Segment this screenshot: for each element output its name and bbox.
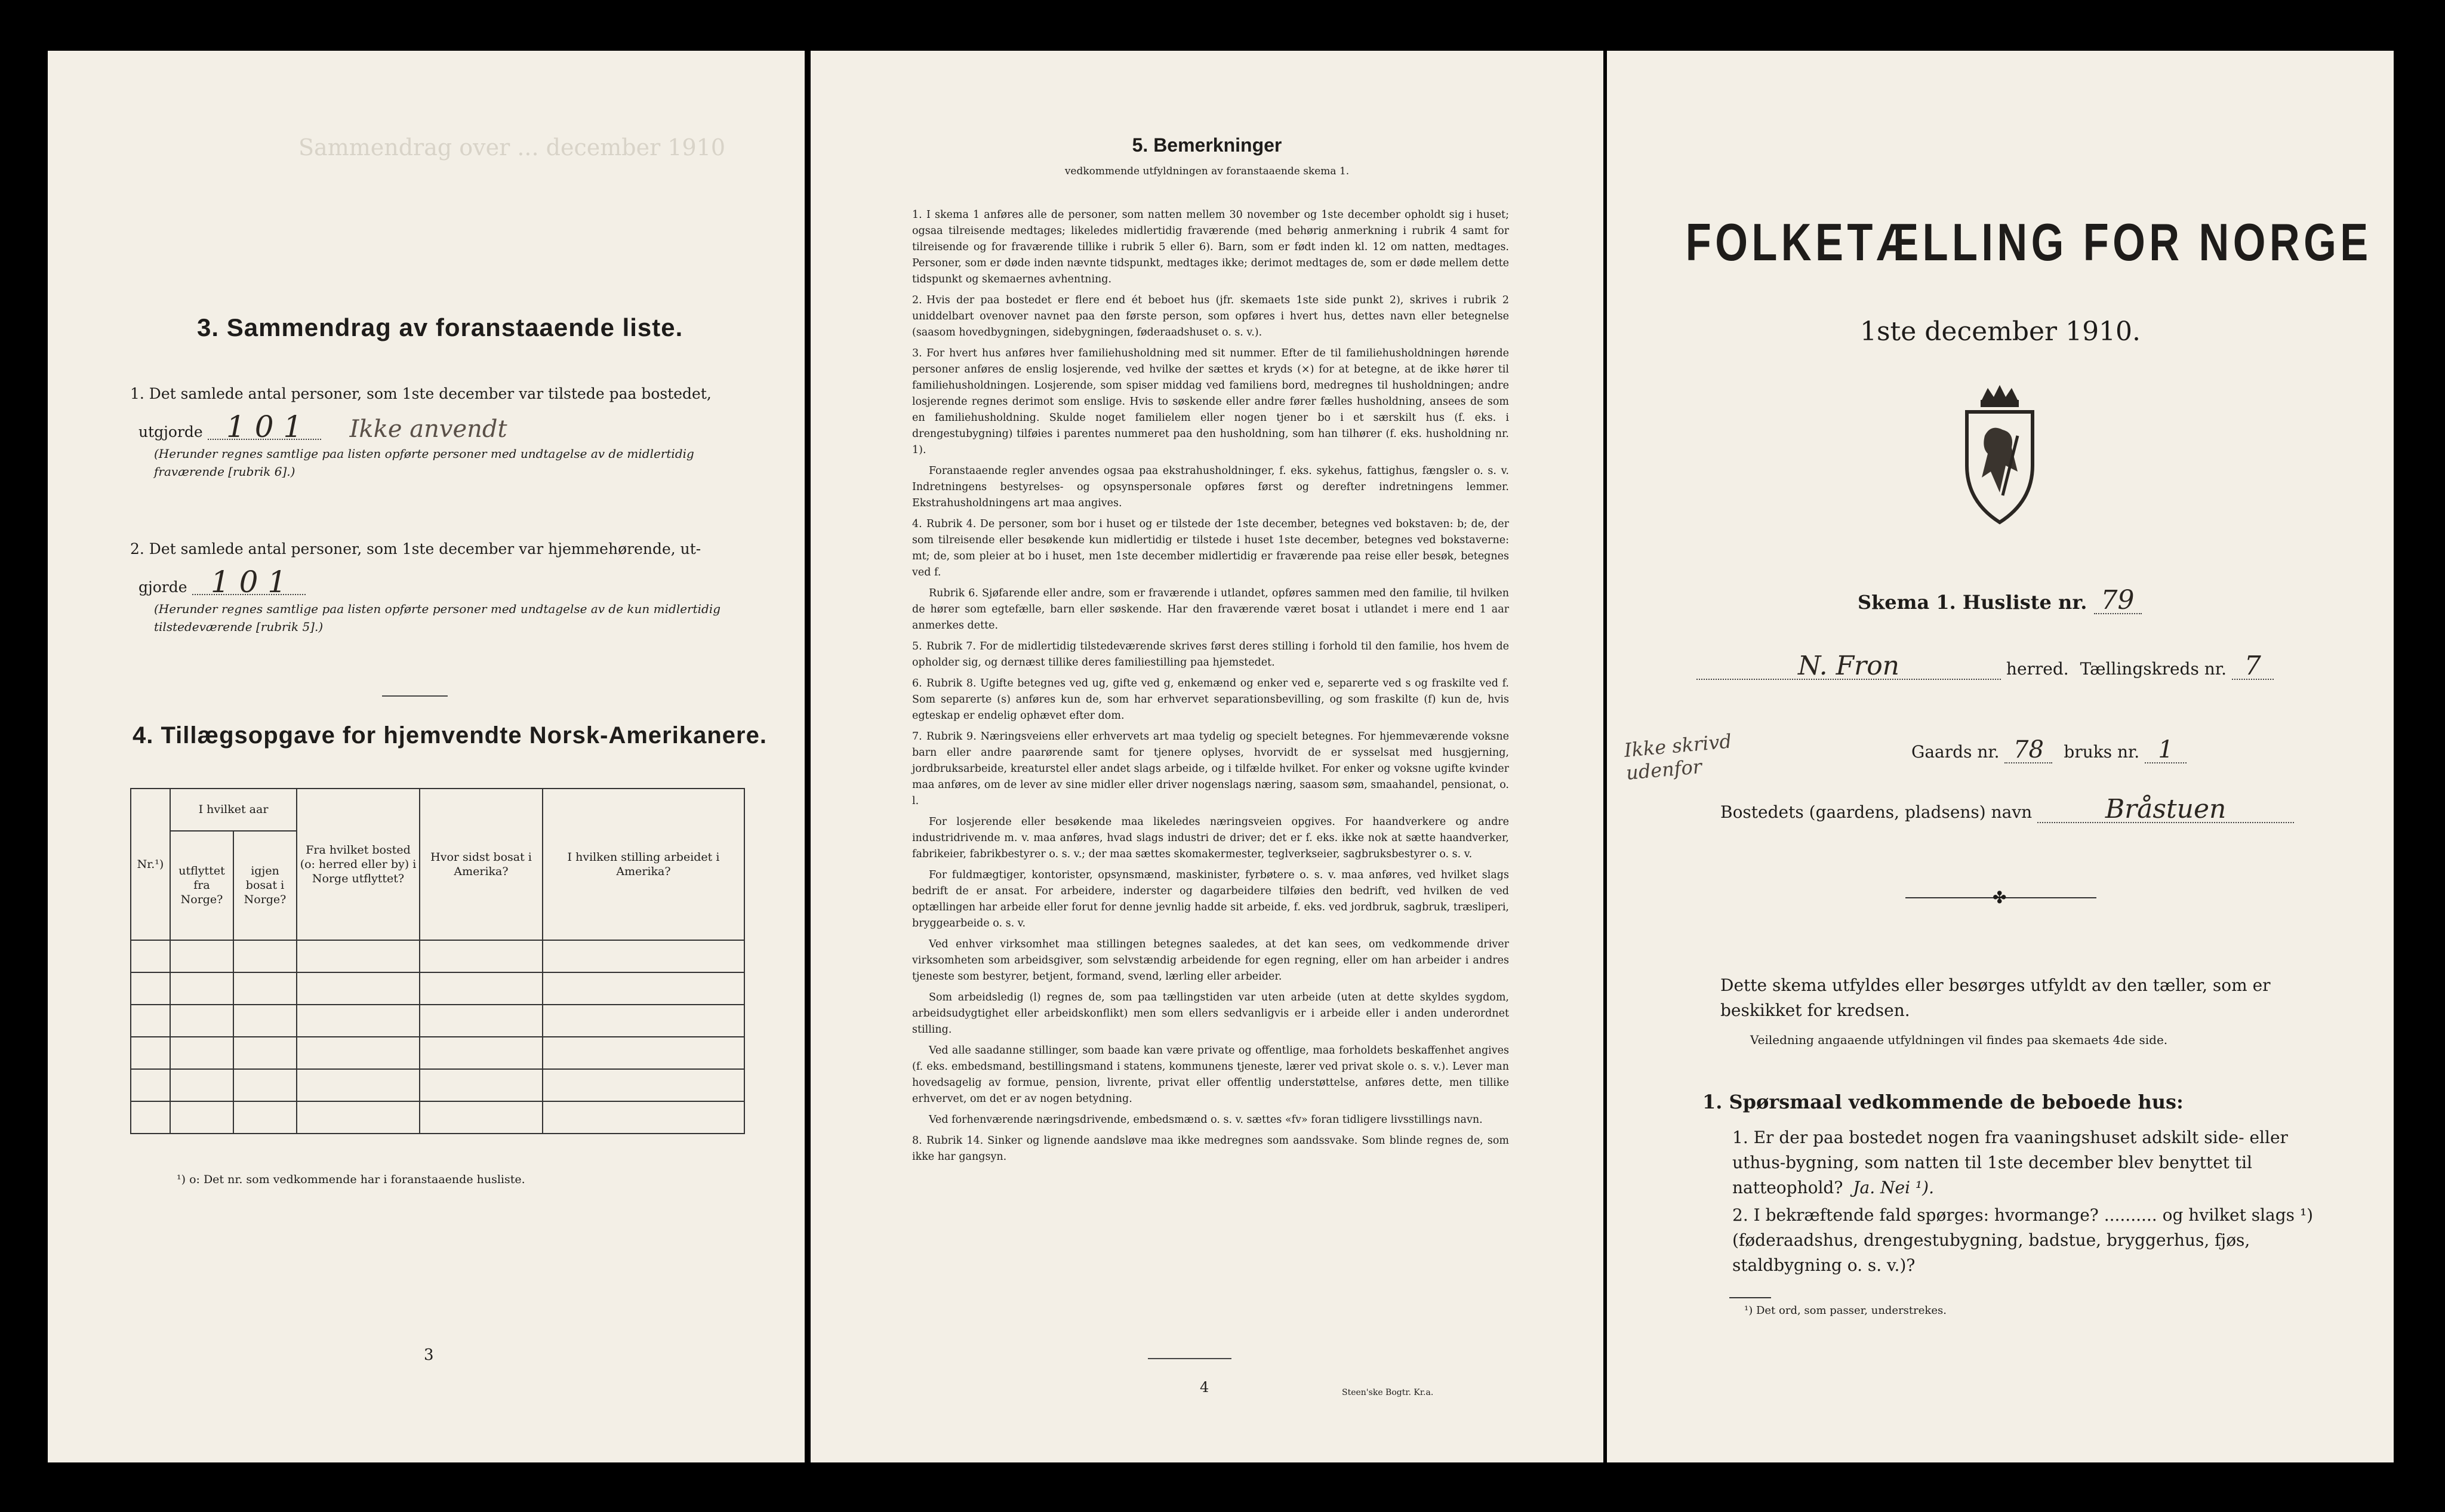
bruks-value: 1	[2145, 737, 2187, 763]
remarks-title: 5. Bemerkninger	[1132, 134, 1282, 156]
page-footnote: ¹) Det ord, som passer, understrekes.	[1744, 1304, 1947, 1317]
remark-text: Rubrik 8. Ugifte betegnes ved ug, gifte ved g, enkemænd og enker ved e, separerte ved s og fraskilte ved f. Som separerte (s) anføres kun de, som har erhvervet separationsbevilling, og som fraskilte (f) kun de, hvis egteskap er endelig ophævet efter dom.	[912, 678, 1509, 722]
question-heading: 1. Spørsmaal vedkommende de beboede hus:	[1702, 1091, 2184, 1113]
herred-line	[1696, 651, 2329, 682]
remark-text: Rubrik 9. Næringsveiens eller erhvervets art maa tydelig og specielt betegnes. For hjemmeværende voksne barn eller andre paarørende samt for tjenere oplyses, hvorvidt de er sysselsat med husgjerning, jordbruksarbeide, kreaturstel eller andet slags arbeide, og i tilfælde hvilket. For enker og voksne ugifte kvinder maa anføres, om de lever av sine midler eller driver nogenslags næring, saasom søm, smaahandel, pensionat, o. l.	[912, 731, 1509, 807]
remark-item	[912, 1043, 1509, 1107]
bosted-label: Bostedets (gaardens, pladsens) navn	[1720, 802, 2033, 822]
remark-item	[912, 586, 1509, 634]
th-bosat: igjen bosat i Norge?	[233, 831, 297, 940]
remark-item	[912, 1112, 1509, 1128]
table-row	[131, 1037, 744, 1069]
table-row	[131, 1101, 744, 1134]
remark-item	[912, 937, 1509, 985]
husliste-nr: 79	[2094, 588, 2142, 614]
question-1-text: 1. Er der paa bostedet nogen fra vaaningshuset adskilt side- eller uthus-bygning, som natten til 1ste december blev benyttet til natteophold?	[1732, 1128, 2288, 1197]
table-row	[131, 940, 744, 972]
bruks-label: bruks nr.	[2064, 742, 2140, 762]
remark-number: 1.	[912, 209, 922, 221]
remark-number: 7.	[912, 731, 922, 743]
item2-line	[138, 565, 306, 599]
kreds-value: 7	[2232, 654, 2274, 680]
remarks-subtitle: vedkommende utfyldningen av foranstaaende skema 1.	[1064, 165, 1350, 177]
remark-text: Rubrik 4. De personer, som bor i huset og er tilstede der 1ste december, betegnes ved bokstaven: b; de, der som tilreisende eller besøkende kun midlertidig er tilstede i huset 1ste december, betegnes ved bokstaverne: mt; de, som pleier at bo i huset, men 1ste december midlertidig er fraværende paa reise eller besøk, betegnes ved f.	[912, 518, 1509, 578]
question-1-answer: Ja. Nei ¹).	[1853, 1178, 1934, 1197]
table-row	[131, 1005, 744, 1037]
side-note: Ikke skrivd udenfor	[1623, 729, 1733, 784]
item1-note: (Herunder regnes samtlige paa listen opførte personer med undtagelse av de midlertidig fraværende [rubrik 6].)	[154, 446, 694, 479]
item1-line	[138, 409, 765, 444]
section4-title: 4. Tillægsopgave for hjemvendte Norsk-Amerikanere.	[133, 722, 767, 749]
ornament-mark: ✤	[1993, 888, 2007, 907]
herred-value: N. Fron	[1696, 654, 2001, 680]
remark-item	[912, 346, 1509, 458]
remark-text: Rubrik 14. Sinker og lignende aandsløve maa ikke medregnes som aandssvake. Som blinde regnes de, som ikke har gangsyn.	[912, 1135, 1509, 1163]
norway-coat-of-arms-icon	[1958, 382, 2041, 525]
remark-text: Foranstaaende regler anvendes ogsaa paa ekstrahusholdninger, f. eks. sykehus, fattighus, fængsler o. s. v. Indretningens bestyrelses- og opsynspersonale opføres først og derefter indretningens lemmer. Ekstrahusholdningens art maa angives.	[912, 465, 1509, 509]
gaards-label: Gaards nr.	[1911, 742, 2000, 762]
remark-item	[912, 990, 1509, 1038]
remark-item	[912, 292, 1509, 341]
gaards-value: 78	[2004, 737, 2052, 763]
bosted-value: Bråstuen	[2037, 797, 2294, 823]
table-row	[131, 1069, 744, 1101]
remark-text: Hvis der paa bostedet er flere end ét beboet hus (jfr. skemaets 1ste side punkt 2), skrives i rubrik 2 uniddelbart ovenover navnet paa den første person, som opføres i hvert hus, dettes navn eller betegnelse (saasom hovedbygningen, sidebygningen, føderaadshuset o. s. v.).	[912, 294, 1509, 338]
th-utflyttet: utflyttet fra Norge?	[170, 831, 233, 940]
remark-text: Ved alle saadanne stillinger, som baade kan være private og offentlige, maa forholdets beskaffenhet angives (f. eks. embedsmand, bestillingsmand i statens, kommunens tjeneste, lærer ved privat skole o. s. v.). Lever man hovedsagelig av formue, pension, livrente, privat eller offentlig understøttelse, anføres dette, men tillike erhvervet, om det er av nogen betydning.	[912, 1045, 1509, 1105]
remark-number: 8.	[912, 1135, 922, 1147]
question-2: 2. I bekræftende fald spørges: hvormange? .......... og hvilket slags ¹) (føderaadshus, drengestubygning, badstue, bryggerhus, fjøs, staldbygning o. s. v.)?	[1732, 1205, 2314, 1275]
remark-text: Som arbeidsledig (l) regnes de, som paa tællingstiden var uten arbeide (uten at dette skyldes sygdom, arbeidsudygtighet eller arbeidskonflikt) men som ellers sedvanligvis er i arbeide eller i anden underordnet stilling.	[912, 991, 1509, 1036]
remark-number: 6.	[912, 678, 922, 689]
census-date: 1ste december 1910.	[1859, 316, 2141, 347]
instructions: Dette skema utfyldes eller besørges utfyldt av den tæller, som er beskikket for kredsen.	[1720, 975, 2271, 1020]
norsk-amerikaner-table	[130, 788, 745, 1134]
bosted-line	[1720, 794, 2329, 825]
gaards-line	[1911, 737, 2187, 765]
guidance: Veiledning angaaende utfyldningen vil findes paa skemaets 4de side.	[1750, 1033, 2168, 1047]
faded-heading: Sammendrag over ... december 1910	[298, 134, 726, 161]
item2-label: gjorde	[138, 578, 187, 596]
skema-label: Skema 1. Husliste nr.	[1858, 591, 2087, 614]
remark-number: 3.	[912, 347, 922, 359]
th-nr: Nr.¹)	[131, 789, 170, 940]
page-right	[1607, 51, 2394, 1462]
remark-number: 5.	[912, 640, 922, 652]
item1-text: 1. Det samlede antal personer, som 1ste december var tilstede paa bostedet,	[130, 385, 712, 402]
page-middle	[811, 51, 1603, 1462]
th-amerika: Hvor sidst bosat i Amerika?	[420, 789, 543, 940]
table-footnote: ¹) o: Det nr. som vedkommende har i foranstaaende husliste.	[177, 1173, 525, 1186]
remarks-list	[912, 207, 1509, 1170]
kreds-label: Tællingskreds nr.	[2080, 659, 2227, 679]
th-bosted: Fra hvilket bosted (o: herred eller by) i Norge utflyttet?	[297, 789, 420, 940]
remark-text: Rubrik 6. Sjøfarende eller andre, som er fraværende i utlandet, opføres sammen med den familie, til hvilken de hører som egtefælle, barn eller søskende. Har den fraværende været bosat i utlandet i mere end 1 aar anmerkes dette.	[912, 587, 1509, 632]
remark-text: Ved enhver virksomhet maa stillingen betegnes saaledes, at det kan sees, om vedkommende driver virksomheten som arbeidsgiver, som selvstændig arbeidende for egen regning, eller om han arbeider i andres tjeneste som bestyrer, betjent, formand, svend, lærling eller arbeider.	[912, 938, 1509, 983]
item1-extra: Ikke anvendt	[349, 415, 507, 443]
remark-text: For hvert hus anføres hver familiehusholdning med sit nummer. Efter de til familiehusholdningen hørende personer anføres de enslig losjerende, ved hvilke der sættes et kryds (×) for at betegne, at de ikke hører til familiehusholdningen. Losjerende, som spiser middag ved familiens bord, medregnes til husholdningen; andre losjerende regnes derimot som enslige. Hvis to søskende eller andre fører fælles husholdning, ansees de som en familiehusholdning. Skulde noget familielem eller nogen tjener bo i et særskilt hus (f. eks. i drengestubygning) tilføies i parentes nummeret paa den husholdning, som han tilhører (f. eks. husholdning nr. 1).	[912, 347, 1509, 456]
footnote-divider	[1729, 1297, 1771, 1298]
section3-title: 3. Sammendrag av foranstaaende liste.	[197, 313, 683, 341]
item1-value: 1 0 1	[208, 415, 321, 440]
table-row	[131, 972, 744, 1005]
remark-item	[912, 516, 1509, 581]
skema-line	[1858, 585, 2142, 615]
census-title: FOLKETÆLLING FOR NORGE	[1685, 213, 2372, 272]
remark-text: For fuldmægtiger, kontorister, opsynsmænd, maskinister, fyrbøtere o. s. v. maa anføres, ved hvilket slags bedrift de er ansat. For arbeidere, inderster og dagarbeidere tilføies den bedrift, ved hvilken de ved optællingen har arbeide eller forut for denne jevnlig hadde sit arbeide, f. eks. ved jordbruk, sagbruk, træsliperi, bryggearbeide o. s. v.	[912, 869, 1509, 929]
remark-text: For losjerende eller besøkende maa likeledes næringsveien opgives. For haandverkere og andre industridrivende m. v. maa anføres, hvad slags industri de driver; det er f. eks. ikke nok at sætte haandverker, fabrikeier, fabrikbestyrer o. s. v.; der maa sættes skomakermester, teglverkseier, sagbruksbestyrer o. s. v.	[912, 816, 1509, 860]
remark-item	[912, 867, 1509, 932]
page-number: 3	[424, 1346, 434, 1364]
question-1	[1732, 1125, 2329, 1200]
remark-text: Ved forhenværende næringsdrivende, embedsmænd o. s. v. sættes «fv» foran tidligere livsstillings navn.	[929, 1114, 1483, 1126]
remark-item	[912, 676, 1509, 724]
remark-item	[912, 729, 1509, 809]
th-group: I hvilket aar	[170, 789, 297, 831]
remark-item	[912, 639, 1509, 671]
remarks-divider	[1148, 1358, 1231, 1359]
remark-item	[912, 1133, 1509, 1165]
remark-text: I skema 1 anføres alle de personer, som natten mellem 30 november og 1ste december opholdt sig i huset; ogsaa tilreisende medtages; likeledes midlertidig fraværende (med behørig anmerkning i rubrik 4 samt for tilreisende og for fraværende tillike i rubrik 5 eller 6). Barn, som er født inden kl. 12 om natten, medtages. Personer, som er døde inden nævnte tidspunkt, medtages ikke; derimot medtages de, som er døde mellem dette tidspunkt og skemaernes avhentning.	[912, 209, 1509, 285]
page-left	[48, 51, 805, 1462]
printer-mark: Steen'ske Bogtr. Kr.a.	[1342, 1388, 1434, 1397]
item2-value: 1 0 1	[192, 570, 306, 595]
page-number: 4	[1200, 1379, 1209, 1396]
item1-label: utgjorde	[138, 423, 203, 441]
remark-item	[912, 463, 1509, 512]
remark-number: 4.	[912, 518, 922, 530]
item2-text: 2. Det samlede antal personer, som 1ste december var hjemmehørende, ut-	[130, 540, 701, 558]
remark-text: Rubrik 7. For de midlertidig tilstedeværende skrives først deres stilling i forhold til den familie, hos hvem de opholder sig, og dernæst tillike deres familiestilling paa hjemstedet.	[912, 640, 1509, 669]
divider	[382, 695, 448, 697]
th-stilling: I hvilken stilling arbeidet i Amerika?	[543, 789, 744, 940]
herred-label: herred.	[2006, 659, 2069, 679]
remark-number: 2.	[912, 294, 922, 306]
remark-item	[912, 814, 1509, 863]
remark-item	[912, 207, 1509, 288]
item2-note: (Herunder regnes samtlige paa listen opførte personer med undtagelse av de kun midlertidig tilstedeværende [rubrik 5].)	[154, 602, 721, 634]
